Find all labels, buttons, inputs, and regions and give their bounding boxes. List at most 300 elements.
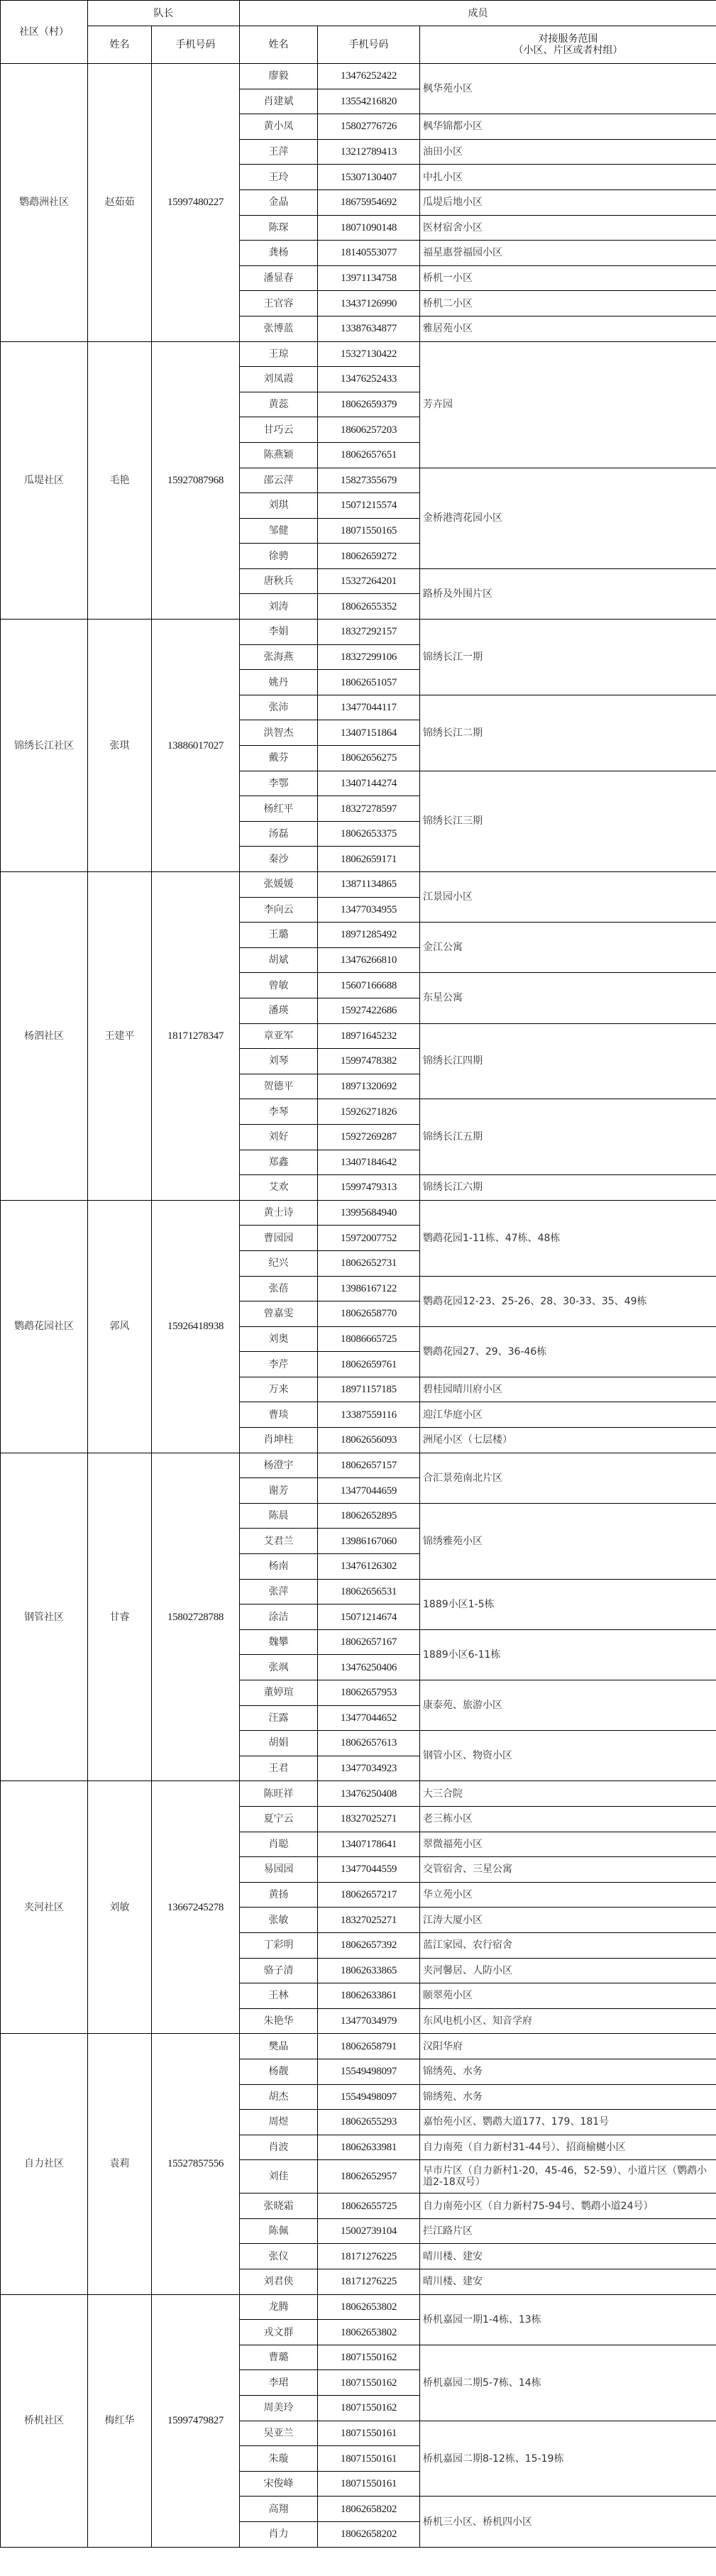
member-phone: 13407178641 (318, 1832, 420, 1857)
member-name: 陈燕颖 (240, 442, 318, 468)
service-area: 桥机嘉园二期5-7栋、14栋 (420, 2345, 716, 2421)
service-area: 大三合院 (420, 1781, 716, 1807)
member-name: 涂洁 (240, 1605, 318, 1630)
member-phone: 18062657613 (318, 1731, 420, 1756)
member-name: 刘琪 (240, 493, 318, 519)
member-name: 陈琛 (240, 215, 318, 241)
table-row (1, 620, 716, 645)
service-area: 颐翠苑小区 (420, 1983, 716, 2009)
service-area: 金桥港湾花园小区 (420, 468, 716, 568)
header-member-group: 成员 (240, 1, 716, 26)
service-area: 碧桂园晴川府小区 (420, 1377, 716, 1402)
member-phone: 18062657157 (318, 1453, 420, 1478)
service-area: 锦绣长江六期 (420, 1175, 716, 1201)
service-area: 汉阳华府 (420, 2034, 716, 2059)
leader-name: 袁莉 (88, 2034, 152, 2294)
member-phone: 13477034979 (318, 2008, 420, 2034)
member-phone: 18062658202 (318, 2522, 420, 2548)
member-phone: 18062657651 (318, 442, 420, 468)
service-area: 桥机二小区 (420, 291, 716, 317)
member-name: 肖波 (240, 2135, 318, 2160)
member-name: 陈旺祥 (240, 1781, 318, 1807)
member-name: 周煜 (240, 2110, 318, 2135)
member-name: 秦沙 (240, 847, 318, 872)
member-name: 万来 (240, 1377, 318, 1402)
member-name: 黄小凤 (240, 114, 318, 140)
service-area: 锦绣长江三期 (420, 771, 716, 871)
member-name: 郑鑫 (240, 1150, 318, 1175)
member-phone: 18062656275 (318, 746, 420, 771)
member-name: 张蓓 (240, 1276, 318, 1301)
service-area: 1889小区6-11栋 (420, 1629, 716, 1680)
member-phone: 18071550161 (318, 2471, 420, 2497)
member-phone: 18062652731 (318, 1250, 420, 1276)
service-area: 鹦鹉花园27、29、36-46栋 (420, 1326, 716, 1377)
member-phone: 18062659761 (318, 1352, 420, 1377)
member-phone: 15927269287 (318, 1124, 420, 1150)
member-phone: 18071550161 (318, 2421, 420, 2446)
service-area: 早市片区（自力新村1-20，45-46，52-59）、小道片区（鹦鹉小道2-18双号） (420, 2160, 716, 2194)
leader-name: 甘睿 (88, 1453, 152, 1781)
member-phone: 18062652895 (318, 1503, 420, 1529)
member-name: 张萍 (240, 1579, 318, 1605)
table-row (1, 341, 716, 367)
member-phone: 15549498097 (318, 2059, 420, 2084)
member-phone: 18062655293 (318, 2110, 420, 2135)
member-name: 夏宁云 (240, 1806, 318, 1832)
service-area: 锦绣长江二期 (420, 695, 716, 771)
member-phone: 13476252422 (318, 64, 420, 89)
member-name: 徐骋 (240, 544, 318, 569)
service-area: 锦绣苑、水务 (420, 2059, 716, 2084)
service-area: 桥机三小区、桥机四小区 (420, 2497, 716, 2547)
member-phone: 13971134758 (318, 265, 420, 291)
member-phone: 18327278597 (318, 796, 420, 822)
member-phone: 18971320692 (318, 1074, 420, 1099)
member-phone: 18062655725 (318, 2194, 420, 2219)
member-name: 姚丹 (240, 670, 318, 695)
service-area: 钢管小区、物资小区 (420, 1731, 716, 1781)
service-area: 康泰苑、旅游小区 (420, 1680, 716, 1731)
member-phone: 18971157185 (318, 1377, 420, 1402)
member-name: 邵云萍 (240, 468, 318, 493)
member-name: 张仪 (240, 2244, 318, 2269)
service-area: 自力南苑（自力新村31-44号）、招商榆樾小区 (420, 2135, 716, 2160)
member-phone: 15802776726 (318, 114, 420, 140)
member-phone: 15827355679 (318, 468, 420, 493)
service-area: 拦江路片区 (420, 2218, 716, 2244)
member-name: 戎文群 (240, 2320, 318, 2345)
service-area: 夹河馨居、人防小区 (420, 1958, 716, 1983)
community-name: 鹦鹉洲社区 (1, 64, 88, 342)
member-phone: 18062633981 (318, 2135, 420, 2160)
member-name: 陈佩 (240, 2218, 318, 2244)
member-name: 胡杰 (240, 2084, 318, 2110)
member-phone: 15327130422 (318, 341, 420, 367)
member-phone: 18606257203 (318, 417, 420, 443)
member-phone: 15607166688 (318, 973, 420, 998)
member-phone: 13871134865 (318, 872, 420, 898)
member-phone: 18327299106 (318, 644, 420, 670)
member-phone: 18071550165 (318, 518, 420, 544)
member-phone: 18327025271 (318, 1806, 420, 1832)
member-name: 刘琴 (240, 1049, 318, 1074)
member-name: 纪兴 (240, 1250, 318, 1276)
member-phone: 13476252433 (318, 367, 420, 392)
member-phone: 18327025271 (318, 1908, 420, 1933)
member-name: 王官容 (240, 291, 318, 317)
member-phone: 18071550161 (318, 2446, 420, 2472)
member-name: 金晶 (240, 189, 318, 215)
member-phone: 18062659171 (318, 847, 420, 872)
member-name: 廖毅 (240, 64, 318, 89)
table-row (1, 1781, 716, 1807)
member-name: 樊晶 (240, 2034, 318, 2059)
service-area: 路桥及外围片区 (420, 568, 716, 619)
service-area: 江涛大厦小区 (420, 1908, 716, 1933)
member-phone: 18071550162 (318, 2345, 420, 2370)
member-name: 肖建斌 (240, 89, 318, 114)
service-area: 洲尾小区（七层楼） (420, 1428, 716, 1453)
member-phone: 18071550162 (318, 2370, 420, 2396)
member-name: 张飒 (240, 1655, 318, 1680)
member-name: 黄扬 (240, 1882, 318, 1908)
member-name: 龚杨 (240, 241, 318, 266)
member-phone: 18071550162 (318, 2396, 420, 2421)
member-name: 李娟 (240, 620, 318, 645)
service-area: 枫华苑小区 (420, 64, 716, 114)
member-phone: 18062655352 (318, 594, 420, 620)
member-phone: 18062657217 (318, 1882, 420, 1908)
table-body (1, 64, 716, 2548)
member-phone: 13477034955 (318, 897, 420, 923)
leader-name: 王建平 (88, 872, 152, 1201)
member-phone: 18062658791 (318, 2034, 420, 2059)
member-name: 章亚军 (240, 1023, 318, 1049)
table-row (1, 872, 716, 898)
member-phone: 18062653375 (318, 821, 420, 847)
member-phone: 15307130407 (318, 165, 420, 190)
table-row (1, 1453, 716, 1478)
member-name: 刘凤霞 (240, 367, 318, 392)
table-row (1, 2294, 716, 2320)
member-name: 邹健 (240, 518, 318, 544)
leader-phone: 15802728788 (152, 1453, 240, 1781)
member-name: 曾敏 (240, 973, 318, 998)
member-phone: 15927422686 (318, 998, 420, 1023)
service-area: 瓜堤后地小区 (420, 189, 716, 215)
member-phone: 13476266810 (318, 947, 420, 973)
member-phone: 13407151864 (318, 720, 420, 746)
member-name: 戴芬 (240, 746, 318, 771)
community-name: 桥机社区 (1, 2294, 88, 2547)
table-header (1, 1, 716, 64)
service-area: 中扎小区 (420, 165, 716, 190)
member-phone: 13407184642 (318, 1150, 420, 1175)
member-phone: 15997479313 (318, 1175, 420, 1201)
member-name: 曹璐 (240, 2345, 318, 2370)
member-name: 肖聪 (240, 1832, 318, 1857)
member-phone: 13477034923 (318, 1756, 420, 1781)
service-area: 枫华锦都小区 (420, 114, 716, 140)
member-name: 张敏 (240, 1908, 318, 1933)
service-area: 雅居苑小区 (420, 316, 716, 341)
leader-name: 赵茹茹 (88, 64, 152, 342)
member-name: 董婷瑄 (240, 1680, 318, 1706)
community-name: 夹河社区 (1, 1781, 88, 2034)
header-service-area-line2: （小区、片区或者村组） (513, 45, 623, 56)
member-name: 朱璇 (240, 2446, 318, 2472)
member-phone: 18062657392 (318, 1932, 420, 1958)
leader-name: 郭风 (88, 1200, 152, 1453)
leader-phone: 18171278347 (152, 872, 240, 1201)
member-name: 潘显春 (240, 265, 318, 291)
member-name: 杨南 (240, 1554, 318, 1580)
service-area: 桥机嘉园一期1-4栋、13栋 (420, 2294, 716, 2345)
member-name: 刘佳 (240, 2160, 318, 2194)
member-phone: 13477044117 (318, 695, 420, 720)
member-phone: 15071215574 (318, 493, 420, 519)
member-name: 宋俊峰 (240, 2471, 318, 2497)
member-phone: 18140553077 (318, 241, 420, 266)
member-phone: 15926271826 (318, 1099, 420, 1125)
header-leader-name: 姓名 (88, 26, 152, 64)
member-name: 陈晨 (240, 1503, 318, 1529)
member-phone: 18062657953 (318, 1680, 420, 1706)
service-area: 鹦鹉花园12-23、25-26、28、30-33、35、49栋 (420, 1276, 716, 1326)
member-name: 张博蓝 (240, 316, 318, 341)
member-name: 易园园 (240, 1857, 318, 1883)
leader-phone: 15997480227 (152, 64, 240, 342)
leader-name: 张琪 (88, 620, 152, 872)
community-name: 瓜堤社区 (1, 341, 88, 620)
header-leader-group: 队长 (88, 1, 240, 26)
member-phone: 13212789413 (318, 139, 420, 165)
member-phone: 18071090148 (318, 215, 420, 241)
member-name: 刘好 (240, 1124, 318, 1150)
member-phone: 15002739104 (318, 2218, 420, 2244)
member-name: 艾欢 (240, 1175, 318, 1201)
member-name: 王林 (240, 1983, 318, 2009)
leader-phone: 15927087968 (152, 341, 240, 620)
member-name: 潘瑛 (240, 998, 318, 1023)
member-name: 骆子清 (240, 1958, 318, 1983)
service-area: 锦绣苑、水务 (420, 2084, 716, 2110)
member-phone: 13407144274 (318, 771, 420, 796)
member-phone: 18062651057 (318, 670, 420, 695)
member-name: 周美玲 (240, 2396, 318, 2421)
member-name: 肖坤柱 (240, 1428, 318, 1453)
service-area: 自力南苑小区（自力新村75-94号、鹦鹉小道24号） (420, 2194, 716, 2219)
member-phone: 13986167122 (318, 1276, 420, 1301)
table-row (1, 1200, 716, 1226)
member-name: 刘奥 (240, 1326, 318, 1352)
service-area: 锦绣雅苑小区 (420, 1503, 716, 1579)
member-phone: 13476250406 (318, 1655, 420, 1680)
service-area: 锦绣长江四期 (420, 1023, 716, 1099)
header-member-phone: 手机号码 (318, 26, 420, 64)
member-name: 艾君兰 (240, 1529, 318, 1554)
member-name: 汪露 (240, 1705, 318, 1731)
member-name: 张媛媛 (240, 872, 318, 898)
member-name: 李向云 (240, 897, 318, 923)
service-area: 晴川楼、建安 (420, 2269, 716, 2295)
member-phone: 18971285492 (318, 923, 420, 948)
service-area: 嘉怡苑小区、鹦鹉大道177、179、181号 (420, 2110, 716, 2135)
member-name: 魏攀 (240, 1629, 318, 1655)
service-area: 翠微福苑小区 (420, 1832, 716, 1857)
member-name: 朱艳华 (240, 2008, 318, 2034)
member-name: 吴亚兰 (240, 2421, 318, 2446)
community-name: 鹦鹉花园社区 (1, 1200, 88, 1453)
member-name: 张沛 (240, 695, 318, 720)
service-area: 油田小区 (420, 139, 716, 165)
service-area: 老三栋小区 (420, 1806, 716, 1832)
community-name: 杨泗社区 (1, 872, 88, 1201)
member-phone: 18675954692 (318, 189, 420, 215)
header-member-name: 姓名 (240, 26, 318, 64)
member-phone: 18062657167 (318, 1629, 420, 1655)
service-area: 东星公寓 (420, 973, 716, 1023)
member-name: 甘巧云 (240, 417, 318, 443)
member-name: 洪智杰 (240, 720, 318, 746)
member-name: 杨靓 (240, 2059, 318, 2084)
member-phone: 18062653802 (318, 2320, 420, 2345)
header-service-area-line1: 对接服务范围 (538, 33, 598, 45)
member-phone: 13437126990 (318, 291, 420, 317)
member-phone: 13477044659 (318, 1478, 420, 1504)
member-phone: 18062633865 (318, 1958, 420, 1983)
service-area: 晴川楼、建安 (420, 2244, 716, 2269)
member-phone: 13986167060 (318, 1529, 420, 1554)
service-area: 医材宿舍小区 (420, 215, 716, 241)
service-area: 江景园小区 (420, 872, 716, 923)
table-row (1, 64, 716, 89)
member-phone: 18062658202 (318, 2497, 420, 2522)
member-name: 贺德平 (240, 1074, 318, 1099)
member-name: 龙腾 (240, 2294, 318, 2320)
leader-name: 刘敏 (88, 1781, 152, 2034)
member-phone: 13476250408 (318, 1781, 420, 1807)
member-name: 张海燕 (240, 644, 318, 670)
member-phone: 13387559116 (318, 1402, 420, 1428)
member-phone: 18062653802 (318, 2294, 420, 2320)
table-row (1, 2034, 716, 2059)
service-area: 蓝江家园、农行宿舍 (420, 1932, 716, 1958)
service-area: 东风电机小区、知音学府 (420, 2008, 716, 2034)
member-phone: 13477044559 (318, 1857, 420, 1883)
service-area: 福星惠誉福园小区 (420, 241, 716, 266)
leader-phone: 13886017027 (152, 620, 240, 872)
member-phone: 18062659272 (318, 544, 420, 569)
member-name: 黄蕊 (240, 392, 318, 417)
service-area: 金江公寓 (420, 923, 716, 973)
member-phone: 18062652957 (318, 2160, 420, 2194)
member-phone: 18062656531 (318, 1579, 420, 1605)
service-area: 1889小区1-5栋 (420, 1579, 716, 1629)
member-name: 刘涛 (240, 594, 318, 620)
header-community: 社区（村） (1, 1, 88, 64)
leader-name: 梅红华 (88, 2294, 152, 2547)
service-area: 华立苑小区 (420, 1882, 716, 1908)
service-area: 迎江华庭小区 (420, 1402, 716, 1428)
member-name: 肖力 (240, 2522, 318, 2548)
member-name: 曹琰 (240, 1402, 318, 1428)
member-name: 汤磊 (240, 821, 318, 847)
member-phone: 18171276225 (318, 2269, 420, 2295)
member-name: 王璐 (240, 923, 318, 948)
member-phone: 15071214674 (318, 1605, 420, 1630)
service-area: 锦绣长江五期 (420, 1099, 716, 1175)
member-name: 丁彩明 (240, 1932, 318, 1958)
leader-phone: 15527857556 (152, 2034, 240, 2294)
member-name: 高翔 (240, 2497, 318, 2522)
leader-name: 毛艳 (88, 341, 152, 620)
service-area: 桥机嘉园二期8-12栋、15-19栋 (420, 2421, 716, 2497)
header-service-area (420, 26, 716, 64)
member-name: 张晓霜 (240, 2194, 318, 2219)
member-name: 李珺 (240, 2370, 318, 2396)
member-name: 刘君侠 (240, 2269, 318, 2295)
member-name: 杨澄宇 (240, 1453, 318, 1478)
member-name: 曾嘉雯 (240, 1301, 318, 1327)
service-area: 锦绣长江一期 (420, 620, 716, 695)
leader-phone: 15997479827 (152, 2294, 240, 2547)
member-name: 唐秋兵 (240, 568, 318, 594)
member-phone: 15549498097 (318, 2084, 420, 2110)
member-phone: 15997478382 (318, 1049, 420, 1074)
community-name: 自力社区 (1, 2034, 88, 2294)
header-leader-phone: 手机号码 (152, 26, 240, 64)
member-phone: 18086665725 (318, 1326, 420, 1352)
service-area: 交管宿舍、三星公寓 (420, 1857, 716, 1883)
leader-phone: 15926418938 (152, 1200, 240, 1453)
community-name: 锦绣长江社区 (1, 620, 88, 872)
member-phone: 13476126302 (318, 1554, 420, 1580)
member-phone: 18171276225 (318, 2244, 420, 2269)
member-name: 谢芳 (240, 1478, 318, 1504)
member-phone: 18062656093 (318, 1428, 420, 1453)
service-area: 桥机一小区 (420, 265, 716, 291)
member-name: 王萍 (240, 139, 318, 165)
member-name: 胡娟 (240, 1731, 318, 1756)
community-name: 钢管社区 (1, 1453, 88, 1781)
service-area: 合汇景苑南北片区 (420, 1453, 716, 1503)
member-name: 曹园园 (240, 1226, 318, 1251)
member-phone: 13554216820 (318, 89, 420, 114)
member-phone: 18062659379 (318, 392, 420, 417)
member-name: 胡斌 (240, 947, 318, 973)
service-area: 芳卉园 (420, 341, 716, 468)
member-phone: 13477044652 (318, 1705, 420, 1731)
member-phone: 15972007752 (318, 1226, 420, 1251)
member-name: 李芹 (240, 1352, 318, 1377)
member-name: 王玲 (240, 165, 318, 190)
member-phone: 18062658770 (318, 1301, 420, 1327)
member-phone: 13387634877 (318, 316, 420, 341)
member-name: 李琴 (240, 1099, 318, 1125)
member-name: 李鄂 (240, 771, 318, 796)
member-phone: 18971645232 (318, 1023, 420, 1049)
leader-phone: 13667245278 (152, 1781, 240, 2034)
member-name: 王琼 (240, 341, 318, 367)
member-name: 王君 (240, 1756, 318, 1781)
service-area: 鹦鹉花园1-11栋、47栋、48栋 (420, 1200, 716, 1276)
member-name: 杨红平 (240, 796, 318, 822)
member-name: 黄士诗 (240, 1200, 318, 1226)
member-phone: 18062633861 (318, 1983, 420, 2009)
member-phone: 18327292157 (318, 620, 420, 645)
